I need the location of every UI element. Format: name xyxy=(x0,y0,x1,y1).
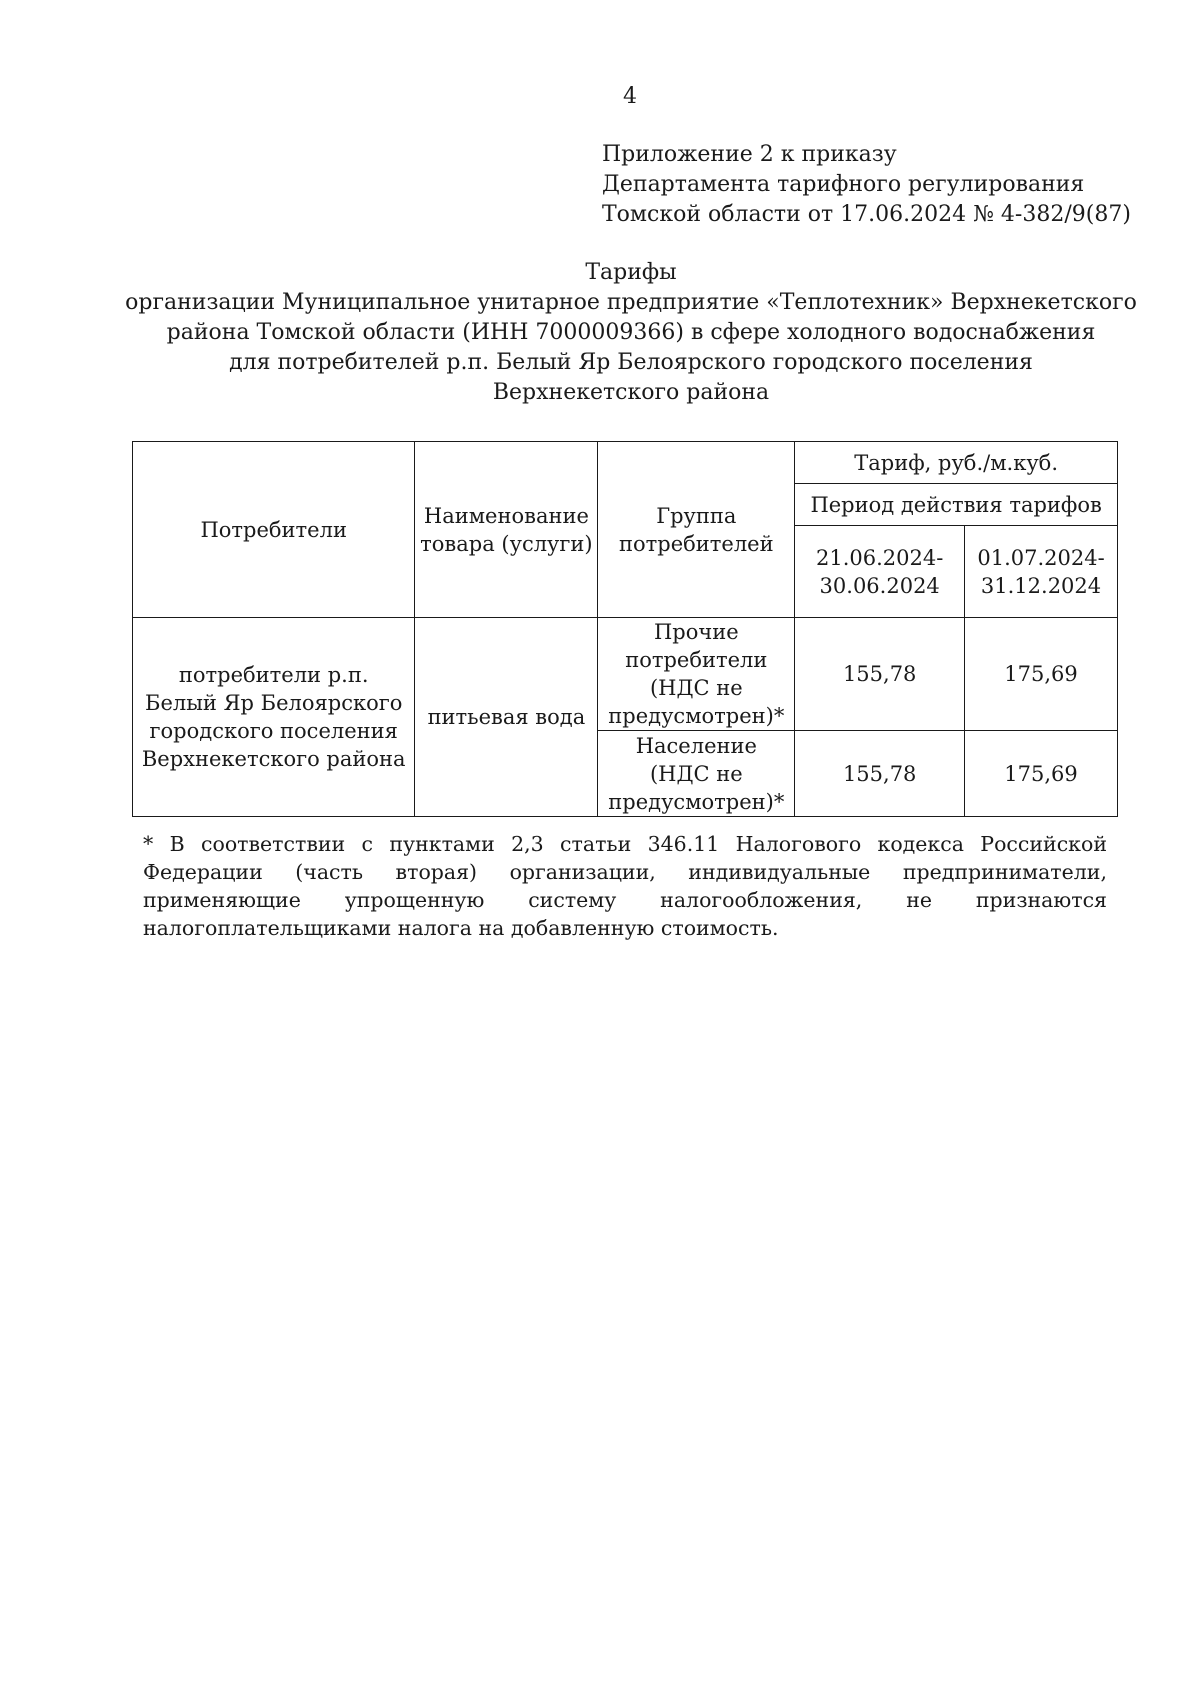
header-consumers: Потребители xyxy=(133,442,415,618)
title-line: Верхнекетского района xyxy=(492,380,770,405)
group-line: предусмотрен)* xyxy=(608,789,785,814)
document-title xyxy=(120,258,1142,408)
title-heading: Тарифы xyxy=(585,260,677,285)
title-line: для потребителей р.п. Белый Яр Белоярского городского поселения xyxy=(229,350,1033,375)
header-goods-line: товара (услуги) xyxy=(420,531,593,556)
header-period: Период действия тарифов xyxy=(795,484,1118,526)
consumers-line: Верхнекетского района xyxy=(141,747,406,771)
header-period-2 xyxy=(965,526,1118,618)
header-group-line: потребителей xyxy=(619,531,774,556)
consumers-cell xyxy=(133,618,415,817)
header-period-1-line: 30.06.2024 xyxy=(819,573,940,598)
appendix-reference xyxy=(602,140,1131,230)
header-goods-line: Наименование xyxy=(423,503,589,528)
header-period-1-line: 21.06.2024- xyxy=(816,545,944,570)
group-line: (НДС не xyxy=(649,676,743,700)
appendix-line: Приложение 2 к приказу xyxy=(602,142,897,167)
tariff-value: 155,78 xyxy=(795,618,965,731)
group-line: предусмотрен)* xyxy=(608,704,785,728)
header-goods xyxy=(415,442,598,618)
title-line: организации Муниципальное унитарное предприятие «Теплотехник» Верхнекетского xyxy=(125,290,1137,315)
group-cell xyxy=(598,618,795,731)
group-line: (НДС не xyxy=(649,761,743,786)
group-cell xyxy=(598,731,795,817)
consumers-line: Белый Яр Белоярского xyxy=(145,691,403,715)
tariff-value: 175,69 xyxy=(965,731,1118,817)
tariff-value: 175,69 xyxy=(965,618,1118,731)
table-row xyxy=(133,618,1118,731)
header-group xyxy=(598,442,795,618)
header-tariff: Тариф, руб./м.куб. xyxy=(795,442,1118,484)
appendix-line: Департамента тарифного регулирования xyxy=(602,172,1085,197)
title-line: района Томской области (ИНН 7000009366) в сфере холодного водоснабжения xyxy=(166,320,1096,345)
header-period-1 xyxy=(795,526,965,618)
group-line: Население xyxy=(635,733,757,758)
consumers-line: городского поселения xyxy=(149,719,398,743)
group-line: Прочие xyxy=(653,620,739,644)
header-period-2-line: 01.07.2024- xyxy=(977,545,1105,570)
page-number: 4 xyxy=(623,84,637,109)
footnote: * В соответствии с пунктами 2,3 статьи 346.11 Налогового кодекса Российской Федерации (часть вторая) организации, индивидуальные предприниматели, применяющие упрощенную систему налогообложения, не признаются налогоплательщиками налога на добавленную стоимость. xyxy=(143,832,1107,940)
header-period-2-line: 31.12.2024 xyxy=(980,573,1102,598)
consumers-line: потребители р.п. xyxy=(178,663,369,687)
goods-cell: питьевая вода xyxy=(415,618,598,817)
tariff-value: 155,78 xyxy=(795,731,965,817)
header-group-line: Группа xyxy=(656,503,737,528)
tariff-table xyxy=(132,441,1118,817)
appendix-line: Томской области от 17.06.2024 № 4-382/9(87) xyxy=(602,202,1131,227)
group-line: потребители xyxy=(625,648,768,672)
